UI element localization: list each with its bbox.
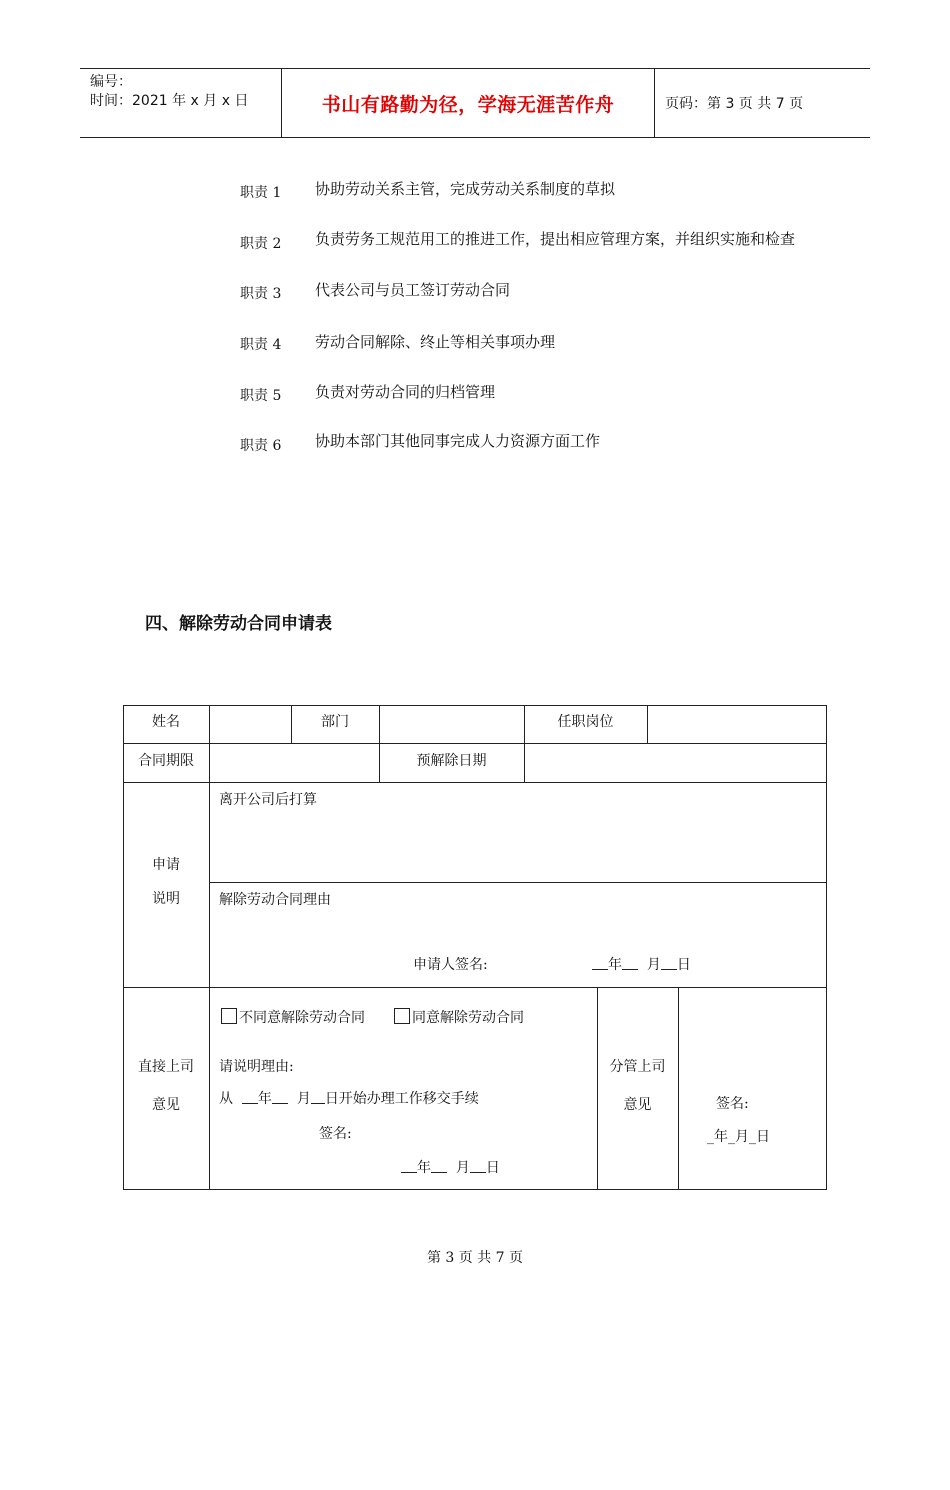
termination-application-form xyxy=(123,705,827,1490)
duty-text: 代表公司与员工签订劳动合同 xyxy=(315,281,511,299)
duty-label: 职责 4 xyxy=(240,337,282,353)
table-col-line xyxy=(209,705,210,1190)
document-number-label: 编号： xyxy=(90,74,132,90)
table-col-line xyxy=(678,987,679,1190)
table-col-line xyxy=(597,987,598,1190)
document-time: 时间：2021 年 x 月 x 日 xyxy=(90,93,249,109)
duty-text: 负责劳务工规范用工的推进工作，提出相应管理方案，并组织实施和检查 xyxy=(315,230,796,248)
termination-reason-label: 解除劳动合同理由 xyxy=(219,892,331,908)
duty-text: 协助本部门其他同事完成人力资源方面工作 xyxy=(315,432,601,450)
branch-section-label: 分管上司 xyxy=(609,1059,666,1075)
table-row-line xyxy=(123,987,827,988)
supervisor-section-label: 直接上司 xyxy=(138,1059,194,1075)
page-header xyxy=(80,68,870,138)
position-label: 任职岗位 xyxy=(557,714,614,730)
duty-text: 负责对劳动合同的归档管理 xyxy=(315,383,496,401)
table-row-line xyxy=(209,882,827,883)
table-border xyxy=(123,705,827,706)
duty-label: 职责 1 xyxy=(240,185,282,201)
supervisor-sign-label: 签名: xyxy=(319,1126,352,1142)
branch-date: _年_月_日 xyxy=(707,1129,770,1145)
option-agree[interactable] xyxy=(394,1007,524,1027)
handover-line: 从 年 月 日开始办理工作移交手续 xyxy=(219,1091,479,1107)
apply-section-label: 申请 xyxy=(152,857,180,873)
table-row-line xyxy=(123,743,827,744)
duty-text: 协助劳动关系主管，完成劳动关系制度的草拟 xyxy=(315,180,616,198)
header-divider xyxy=(654,69,655,137)
table-col-line xyxy=(647,705,648,743)
checkbox-icon[interactable] xyxy=(221,1008,237,1024)
duty-label: 职责 5 xyxy=(240,388,282,404)
plan-after-leave-label: 离开公司后打算 xyxy=(219,792,317,808)
applicant-sign-label: 申请人签名: xyxy=(413,957,488,973)
section-title: 四、解除劳动合同申请表 xyxy=(145,614,332,634)
page-footer: 第 3 页 共 7 页 xyxy=(426,1250,524,1266)
table-col-line xyxy=(379,705,380,783)
option-disagree[interactable] xyxy=(221,1007,365,1027)
duty-label: 职责 6 xyxy=(240,438,282,454)
explain-reason-label: 请说明理由: xyxy=(219,1059,294,1075)
dept-label: 部门 xyxy=(321,714,349,730)
header-meta xyxy=(90,73,248,111)
header-page-number: 页码：第 3 页 共 7 页 xyxy=(665,96,804,112)
planned-date-label: 预解除日期 xyxy=(416,753,487,769)
checkbox-icon[interactable] xyxy=(394,1008,410,1024)
supervisor-date: 年 月 日 xyxy=(401,1157,500,1177)
table-border xyxy=(123,705,124,1190)
name-label: 姓名 xyxy=(152,714,180,730)
table-border xyxy=(123,1189,827,1190)
table-row-line xyxy=(123,782,827,783)
branch-sign-label: 签名: xyxy=(716,1096,749,1112)
supervisor-section-label: 意见 xyxy=(152,1097,180,1113)
header-motto: 书山有路勤为径，学海无涯苦作舟 xyxy=(321,93,615,116)
contract-period-label: 合同期限 xyxy=(138,753,194,769)
applicant-date: 年 月 日 xyxy=(592,954,691,974)
branch-section-label: 意见 xyxy=(623,1097,652,1113)
option-agree-label: 同意解除劳动合同 xyxy=(412,1010,524,1026)
apply-section-label: 说明 xyxy=(152,891,180,907)
option-disagree-label: 不同意解除劳动合同 xyxy=(239,1010,365,1026)
table-border xyxy=(826,705,827,1190)
duty-label: 职责 3 xyxy=(240,286,282,302)
duty-text: 劳动合同解除、终止等相关事项办理 xyxy=(315,333,556,351)
duty-label: 职责 2 xyxy=(240,236,282,252)
